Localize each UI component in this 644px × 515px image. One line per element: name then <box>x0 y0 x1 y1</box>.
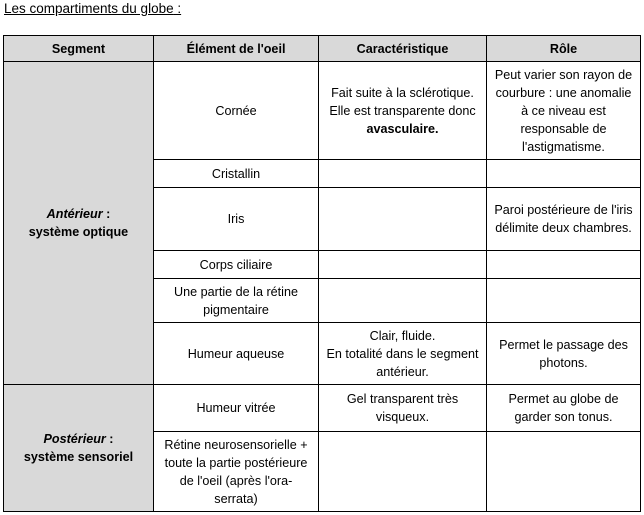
role-cell <box>487 432 641 512</box>
header-role: Rôle <box>487 36 641 62</box>
role-cell: Permet le passage des photons. <box>487 323 641 385</box>
segment-separator: : <box>105 432 114 446</box>
segment-separator: : <box>102 207 111 221</box>
header-caracteristique: Caractéristique <box>319 36 487 62</box>
element-cell: Iris <box>154 188 319 251</box>
caracteristique-cell <box>319 323 487 385</box>
element-cell: Cristallin <box>154 160 319 188</box>
segment-name: Postérieur <box>43 432 106 446</box>
segment-subtitle: système sensoriel <box>23 450 134 464</box>
role-cell: Paroi postérieure de l'iris délimite deux chambres. <box>487 188 641 251</box>
role-cell: Permet au globe de garder son tonus. <box>487 385 641 432</box>
role-cell <box>487 251 641 279</box>
element-cell: Rétine neurosensorielle + toute la partie postérieure de l'oeil (après l'ora-serrata) <box>154 432 319 512</box>
segment-subtitle: système optique <box>28 225 129 239</box>
caracteristique-cell <box>319 279 487 323</box>
element-cell: Humeur aqueuse <box>154 323 319 385</box>
role-cell: Peut varier son rayon de courbure : une anomalie à ce niveau est responsable de l'astigmatisme. <box>487 62 641 160</box>
caracteristique-cell: Gel transparent très visqueux. <box>319 385 487 432</box>
role-cell <box>487 160 641 188</box>
caracteristique-line: En totalité dans le segment antérieur. <box>326 346 479 379</box>
caracteristique-cell <box>319 62 487 160</box>
heading-colon: : <box>173 1 182 16</box>
element-cell: Humeur vitrée <box>154 385 319 432</box>
role-cell <box>487 279 641 323</box>
element-cell: Corps ciliaire <box>154 251 319 279</box>
table-row <box>4 62 641 160</box>
caracteristique-line: Clair, fluide. <box>369 328 436 343</box>
caracteristique-bold-text: avasculaire. <box>366 121 439 136</box>
header-row <box>4 36 641 62</box>
heading-text: Les compartiments du globe <box>4 1 174 16</box>
element-cell: Une partie de la rétine pigmentaire <box>154 279 319 323</box>
segment-posterieur <box>4 385 154 512</box>
table-row <box>4 385 641 432</box>
caracteristique-text: Fait suite à la sclérotique. Elle est transparente donc <box>329 85 476 118</box>
element-cell: Cornée <box>154 62 319 160</box>
header-segment: Segment <box>4 36 154 62</box>
segment-anterieur <box>4 62 154 385</box>
caracteristique-cell <box>319 251 487 279</box>
eye-compartments-table <box>3 35 641 512</box>
header-element: Élément de l'oeil <box>154 36 319 62</box>
caracteristique-cell <box>319 432 487 512</box>
segment-name: Antérieur <box>46 207 103 221</box>
caracteristique-cell <box>319 160 487 188</box>
caracteristique-cell <box>319 188 487 251</box>
page-heading <box>4 1 181 16</box>
